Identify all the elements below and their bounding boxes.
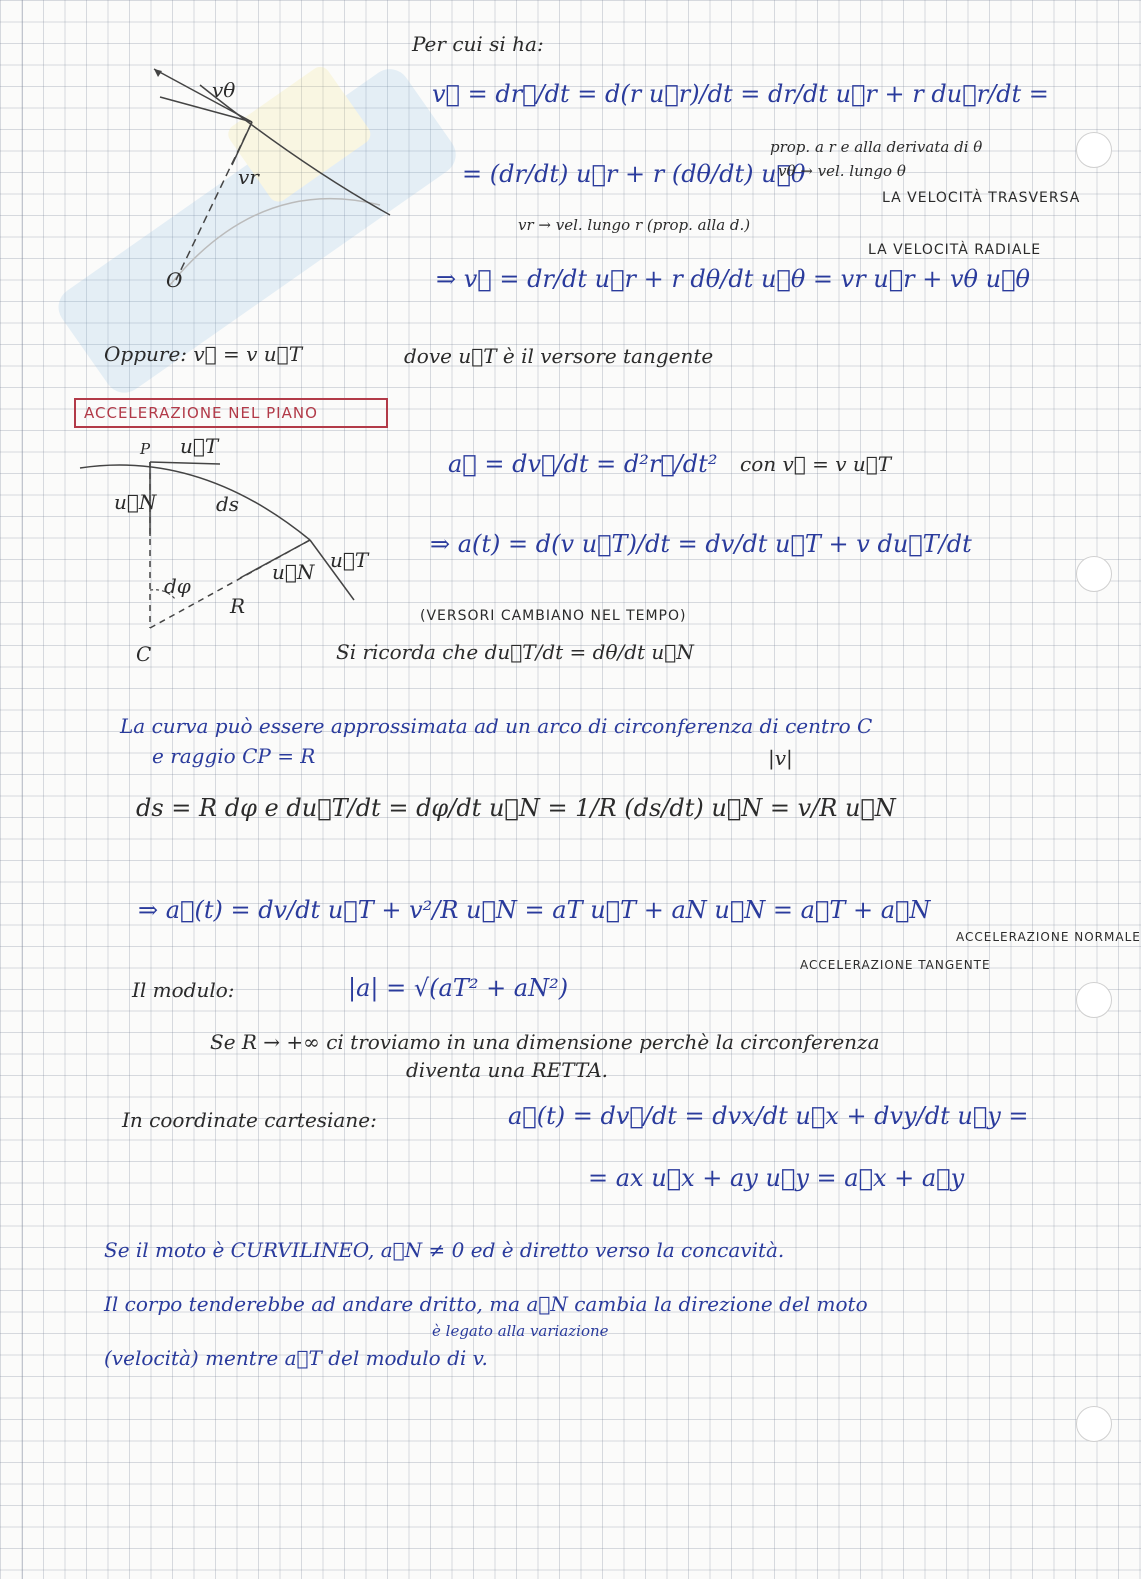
modulo-equation: |a| = √(aT² + aN²) xyxy=(348,974,569,1002)
note-velocita-trasversa: LA VELOCITÀ TRASVERSA xyxy=(882,190,1081,206)
diag2-uT: u⃗T xyxy=(180,434,219,458)
velocity-equation-1: v⃗ = dr⃗/dt = d(r u⃗r)/dt = dr/dt u⃗r + r du⃗r/dt = xyxy=(432,80,1049,108)
note-velocita-radiale: LA VELOCITÀ RADIALE xyxy=(868,242,1042,258)
diag2-R: R xyxy=(230,594,246,618)
cartesian-equation-2: = ax u⃗x + ay u⃗y = a⃗x + a⃗y xyxy=(588,1164,965,1192)
acceleration-equation-3: ⇒ a⃗(t) = dv/dt u⃗T + v²/R u⃗N = aT u⃗T + aN u⃗N = a⃗T + a⃗N xyxy=(138,896,931,924)
diag2-uN2: u⃗N xyxy=(272,560,315,584)
diag2-P: P xyxy=(140,440,151,458)
abs-v-label: |v| xyxy=(768,746,793,770)
diag1-vr-label: vr xyxy=(238,165,259,189)
section-title-box xyxy=(74,398,388,428)
cartesian-equation-1: a⃗(t) = dv⃗/dt = dvx/dt u⃗x + dvy/dt u⃗y = xyxy=(508,1102,1029,1130)
punch-hole xyxy=(1076,132,1112,168)
se-r-line-2: diventa una RETTA. xyxy=(406,1058,608,1082)
punch-hole xyxy=(1076,1406,1112,1442)
acc-tangente-note: ACCELERAZIONE TANGENTE xyxy=(800,958,991,972)
diag2-ds: ds xyxy=(216,492,240,516)
margin-line xyxy=(22,0,23,1579)
polar-velocity-diagram xyxy=(140,55,400,295)
note-prop: prop. a r e alla derivata di θ xyxy=(770,138,983,156)
curvilineo-line-1: Se il moto è CURVILINEO, a⃗N ≠ 0 ed è diretto verso la concavità. xyxy=(104,1238,785,1262)
dove-line: dove u⃗T è il versore tangente xyxy=(404,344,714,368)
acceleration-equation-1: a⃗ = dv⃗/dt = d²r⃗/dt² xyxy=(448,450,718,478)
versori-note: (VERSORI CAMBIANO NEL TEMPO) xyxy=(420,608,687,624)
velocity-equation-2: = (dr/dt) u⃗r + r (dθ/dt) u⃗θ xyxy=(462,160,806,188)
velocity-equation-3: ⇒ v⃗ = dr/dt u⃗r + r dθ/dt u⃗θ = vr u⃗r + vθ u⃗θ xyxy=(436,265,1030,293)
oppure-line: Oppure: v⃗ = v u⃗T xyxy=(104,342,303,366)
con-line: con v⃗ = v u⃗T xyxy=(740,452,892,476)
modulo-label: Il modulo: xyxy=(132,978,235,1002)
se-r-line-1: Se R → +∞ ci troviamo in una dimensione perchè la circonferenza xyxy=(210,1030,880,1054)
note-vr: vr → vel. lungo r (prop. alla d.) xyxy=(518,216,751,234)
cartesian-label: In coordinate cartesiane: xyxy=(122,1108,377,1132)
v-theta-arrow xyxy=(154,69,252,122)
curva-line-1: La curva può essere approssimata ad un arco di circonferenza di centro C xyxy=(120,714,873,738)
punch-hole xyxy=(1076,982,1112,1018)
diag1-origin-label: O xyxy=(166,268,183,292)
v-vector-arrow xyxy=(160,97,252,122)
diag1-vtheta-label: vθ xyxy=(212,78,236,102)
ds-equation: ds = R dφ e du⃗T/dt = dφ/dt u⃗N = 1/R (ds/dt) u⃗N = v/R u⃗N xyxy=(136,794,896,822)
si-ricorda-line: Si ricorda che du⃗T/dt = dθ/dt u⃗N xyxy=(336,640,694,664)
uT-arrow xyxy=(150,462,220,464)
acc-normale-note: ACCELERAZIONE NORMALE xyxy=(956,930,1141,944)
note-vtheta: vθ → vel. lungo θ xyxy=(778,162,906,180)
curvilineo-line-3: (velocità) mentre a⃗T del modulo di v. xyxy=(104,1346,488,1370)
diag2-uN: u⃗N xyxy=(114,490,157,514)
curvilineo-line-3-top: è legato alla variazione xyxy=(432,1322,609,1340)
punch-hole xyxy=(1076,556,1112,592)
diag2-dphi: dφ xyxy=(164,574,191,598)
section-title: ACCELERAZIONE NEL PIANO xyxy=(84,404,318,422)
acceleration-equation-2: ⇒ a(t) = d(v u⃗T)/dt = dv/dt u⃗T + v du⃗T/dt xyxy=(430,530,972,558)
curvilineo-line-2: Il corpo tenderebbe ad andare dritto, ma a⃗N cambia la direzione del moto xyxy=(104,1292,868,1316)
intro-line: Per cui si ha: xyxy=(412,32,544,56)
v-r-arrow xyxy=(232,122,252,165)
diag2-C: C xyxy=(136,642,152,666)
curva-line-2: e raggio CP = R xyxy=(152,744,316,768)
diag2-uT2: u⃗T xyxy=(330,548,369,572)
